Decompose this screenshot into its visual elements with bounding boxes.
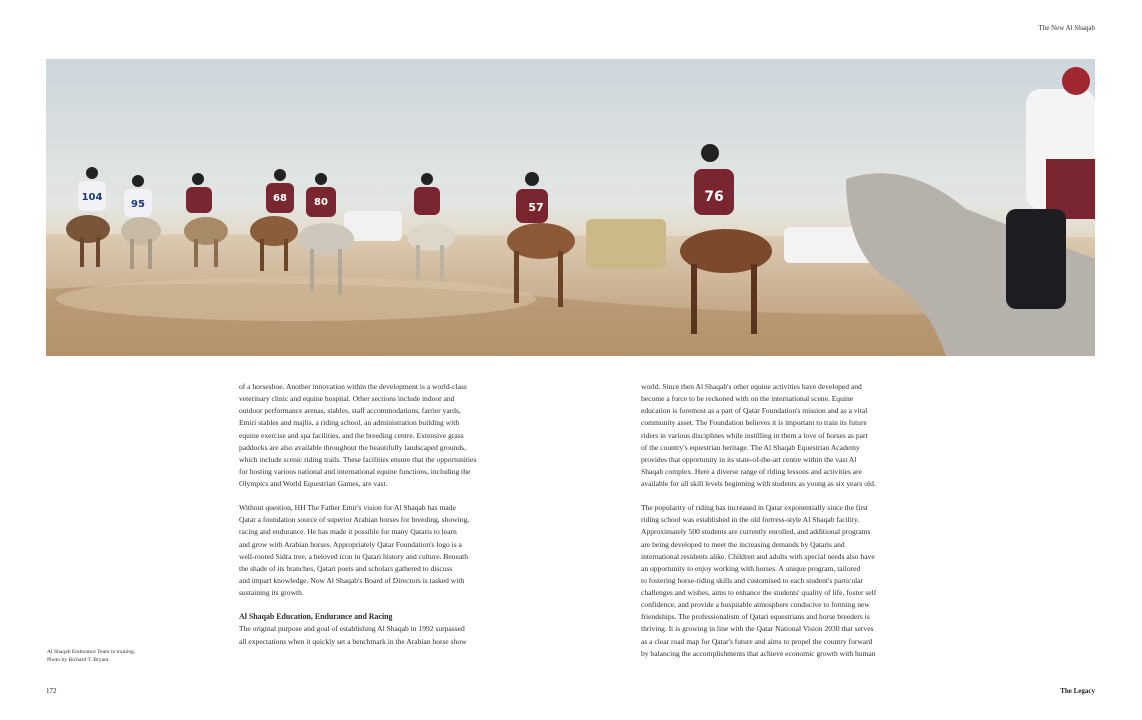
photo-caption: Al Shaqab Endurance Team in training. Photo by Richard T. Bryant. — [47, 649, 136, 664]
left-paragraph-1: of a horseshoe. Another innovation within the development is a world-class veterinary clinic and equine hospital. Other sections include indoor and outdoor performance arenas, stables, staff accommodations, farrier yards, Emiri stables and majlis, a riding school, an administration building with equine exercise and spa facilities, and the breeding centre. Extensive grass paddocks are also available throughout the beautifully landscaped grounds, which include scenic riding trails. These facilities ensure that the opportunities for hosting various national and international equine functions, including the Olympics and World Equestrian Games, are vast. — [239, 382, 477, 488]
right-paragraph-1: world. Since then Al Shaqab's other equine activities have developed and become a force to be reckoned with on the international scene. Equine education is foremost as a part of Qatar Foundation's mission and as a vital community asset. The Foundation believes it is important to train its future riders in various disciplines while instilling in them a love of horses as part of the country's equestrian heritage. The Al Shaqab Equestrian Academy provides that opportunity in its state-of-the-art centre within the vast Al Shaqab complex. Here a diverse range of riding lessons and activities are available for all skill levels beginning with students as young as six years old. — [641, 382, 876, 488]
text-column-right — [641, 381, 911, 672]
bib-95: 95 — [131, 199, 145, 210]
right-paragraph-2: The popularity of riding has increased in Qatar exponentially since the first riding school was established in the old fortress-style Al Shaqab facility. Approximately 500 students are currently enrolled, and additional programs are being developed to meet the increasing demands by Qataris and international residents alike. Children and adults with special needs also have an opportunity to enjoy working with horses. A unique program, tailored to fostering horse-riding skills and customised to each student's particular challenges and wishes, aims to enhance the students' quality of life, foster self confidence, and provide a hospitable atmosphere conducive to forming new friendships. The professionalism of Qatari equestrians and horse breeders is thriving. It is growing in line with the Qatar National Vision 2030 that serves as a clear road map for Qatar's future and aims to propel the country forward by balancing the accomplishments that achieve economic growth with human — [641, 503, 877, 658]
dust-cloud — [56, 277, 536, 321]
book-title: The Legacy — [1060, 687, 1095, 695]
section-subheading: Al Shaqab Education, Endurance and Racing — [239, 612, 393, 622]
text-column-left — [239, 381, 509, 648]
running-header: The New Al Shaqab — [1038, 24, 1095, 32]
tan-vehicle — [586, 219, 666, 269]
photo-illustration — [46, 59, 1095, 356]
left-paragraph-3: Al Shaqab Education, Endurance and Racing The original purpose and goal of establishing Al Shaqab in 1992 surpassed all expectations when it quickly set a benchmark in the Arabian horse show — [239, 611, 509, 647]
page-number: 172 — [46, 687, 57, 695]
bib-57: 57 — [528, 201, 544, 214]
left-paragraph-2: Without question, HH The Father Emir's vision for Al Shaqab has made Qatar a foundation source of superior Arabian horses for breeding, showing, racing and endurance. He has made it possible for many Qataris to learn and grow with Arabian horses. Appropriately Qatar Foundation's logo is a well-rooted Sidra tree, a beloved icon in Qatari history and culture. Beneath the shade of its branches, Qatari poets and scholars gathered to discuss and impart knowledge. Now Al Shaqab's Board of Directors is tasked with sustaining its growth. — [239, 503, 470, 598]
bib-80: 80 — [314, 197, 328, 208]
bib-68: 68 — [273, 193, 287, 204]
bib-76: 76 — [704, 189, 724, 205]
endurance-riders-photo — [46, 59, 1095, 356]
bib-104: 104 — [81, 192, 103, 203]
